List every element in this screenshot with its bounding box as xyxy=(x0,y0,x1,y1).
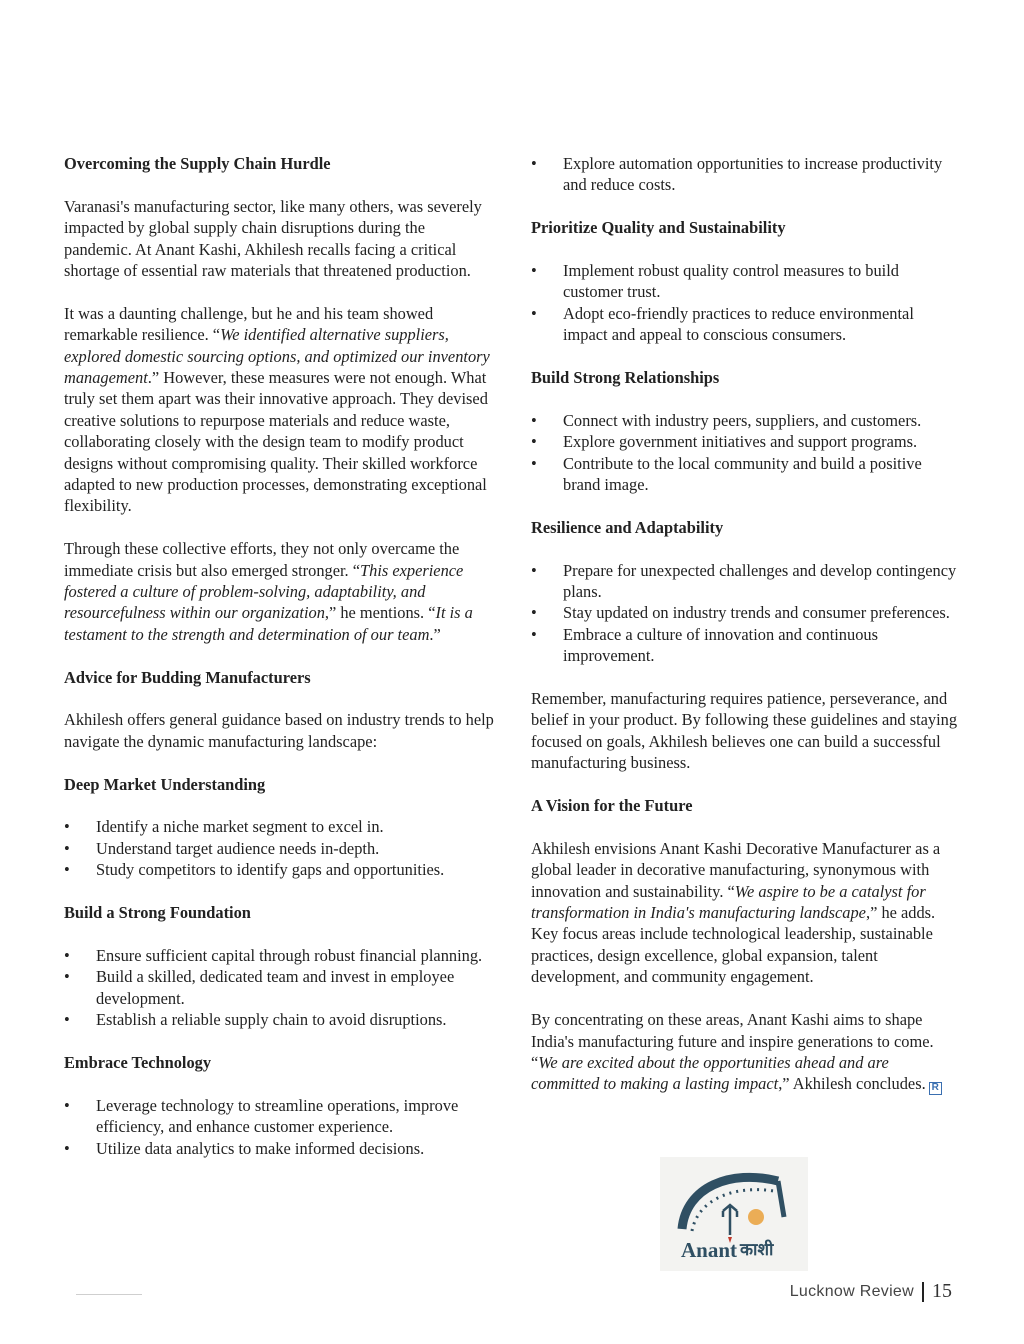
list-item: • Connect with industry peers, suppliers, and customers. xyxy=(531,410,961,431)
page-number: 15 xyxy=(932,1280,952,1302)
bullet-list xyxy=(531,410,961,496)
quote-italic: This experience fostered a culture of problem-solving, adaptability, and resourcefulness within our organization xyxy=(64,560,464,623)
list-item: • Explore government initiatives and support programs. xyxy=(531,431,961,452)
heading-vision: A Vision for the Future xyxy=(531,796,693,816)
list-item: • Build a skilled, dedicated team and invest in employee development. xyxy=(64,966,496,1009)
text-run: It was a daunting challenge, but he and his team showed remarkable resilience. “ xyxy=(64,303,434,345)
text-run: ,” he mentions. “ xyxy=(324,603,436,623)
magazine-name: Lucknow Review xyxy=(789,1282,914,1300)
heading-embrace-technology: Embrace Technology xyxy=(64,1052,212,1072)
text-run: .” xyxy=(429,624,441,644)
text-run: By concentrating on these areas, Anant Kashi aims to shape India's manufacturing future and inspire generations to come. “ xyxy=(531,1010,934,1072)
paragraph xyxy=(531,838,961,988)
list-item: • Utilize data analytics to make informed decisions. xyxy=(64,1138,496,1159)
anant-kashi-logo xyxy=(660,1157,808,1271)
quote-italic: We are excited about the opportunities ahead and are committed to making a lasting impact xyxy=(531,1052,889,1094)
list-item: • Prepare for unexpected challenges and develop contingency plans. xyxy=(531,560,961,603)
footer-divider xyxy=(922,1282,924,1302)
text-run: ,” Akhilesh concludes. xyxy=(778,1074,926,1094)
list-item: • Understand target audience needs in-depth. xyxy=(64,838,496,859)
heading-quality-sustainability: Prioritize Quality and Sustainability xyxy=(531,218,786,238)
list-item: • Establish a reliable supply chain to avoid disruptions. xyxy=(64,1009,496,1030)
list-item: • Ensure sufficient capital through robust financial planning. xyxy=(64,945,496,966)
quote-italic: We aspire to be a catalyst for transformation in India's manufacturing landscape xyxy=(531,881,926,923)
heading-resilience: Resilience and Adaptability xyxy=(531,517,724,537)
heading-advice: Advice for Budding Manufacturers xyxy=(64,667,311,687)
list-item: • Identify a niche market segment to excel in. xyxy=(64,816,496,837)
bullet-list xyxy=(531,153,961,196)
paragraph: Remember, manufacturing requires patience, perseverance, and belief in your product. By following these guidelines and staying focused on goals, Akhilesh believes one can build a successful manufacturing business. xyxy=(531,689,958,773)
paragraph xyxy=(64,303,496,517)
list-item: • Adopt eco-friendly practices to reduce environmental impact and appeal to conscious consumers. xyxy=(531,303,961,346)
heading-market-understanding: Deep Market Understanding xyxy=(64,774,266,794)
list-item: • Study competitors to identify gaps and opportunities. xyxy=(64,859,496,880)
right-column xyxy=(531,153,961,1117)
quote-italic: We identified alternative suppliers, explored domestic sourcing options, and optimized our inventory management xyxy=(64,325,490,388)
page-footer xyxy=(790,1280,952,1303)
paragraph: Varanasi's manufacturing sector, like many others, was severely impacted by global supply chain disruptions during the pandemic. At Anant Kashi, Akhilesh recalls facing a critical shortage of essential raw materials that threatened production. xyxy=(64,196,482,281)
text-run: Akhilesh envisions Anant Kashi Decorative Manufacturer as a global leader in decorative manufacturing, synonymous with innovation and sustainability. “ xyxy=(531,838,941,901)
list-item: • Leverage technology to streamline operations, improve efficiency, and enhance customer experience. xyxy=(64,1095,496,1138)
bullet-list xyxy=(64,945,496,1031)
heading-supply-chain: Overcoming the Supply Chain Hurdle xyxy=(64,154,331,173)
text-run: Through these collective efforts, they not only overcame the immediate crisis but also emerged stronger. “ xyxy=(64,539,460,580)
heading-strong-foundation: Build a Strong Foundation xyxy=(64,903,251,923)
text-run: ,” he adds. Key focus areas include technological leadership, sustainable practices, design excellence, global expansion, talent development, and community engagement. xyxy=(531,903,936,987)
bullet-list xyxy=(531,260,961,346)
bullet-list xyxy=(531,560,961,667)
bullet-list xyxy=(64,816,496,880)
logo-text-latin: Anant xyxy=(681,1238,738,1262)
bullet-list xyxy=(64,1095,496,1159)
heading-relationships: Build Strong Relationships xyxy=(531,368,720,388)
list-item: • Implement robust quality control measures to build customer trust. xyxy=(531,260,961,303)
list-item: • Embrace a culture of innovation and continuous improvement. xyxy=(531,624,961,667)
paragraph xyxy=(64,538,496,645)
logo-graphic xyxy=(660,1157,808,1271)
logo-text-devanagari: काशी xyxy=(740,1240,774,1260)
text-run: .” However, these measures were not enough. What truly set them apart was their innovative approach. They devised creative solutions to repurpose materials and reduce waste, collaborating closely with the design team to modify product designs without compromising quality. Their skilled workforce adapted to new production processes, demonstrating exceptional flexibility. xyxy=(64,368,488,516)
end-mark-icon: R xyxy=(929,1082,942,1095)
paragraph: Akhilesh offers general guidance based on industry trends to help navigate the dynamic manufacturing landscape: xyxy=(64,710,494,751)
list-item: • Stay updated on industry trends and consumer preferences. xyxy=(531,602,961,623)
left-column xyxy=(64,153,496,1180)
paragraph xyxy=(531,1009,961,1095)
quote-italic: It is a testament to the strength and determination of our team xyxy=(64,603,473,644)
footer-rule xyxy=(76,1294,142,1295)
list-item: • Contribute to the local community and build a positive brand image. xyxy=(531,453,961,496)
list-item: • Explore automation opportunities to increase productivity and reduce costs. xyxy=(531,153,961,196)
